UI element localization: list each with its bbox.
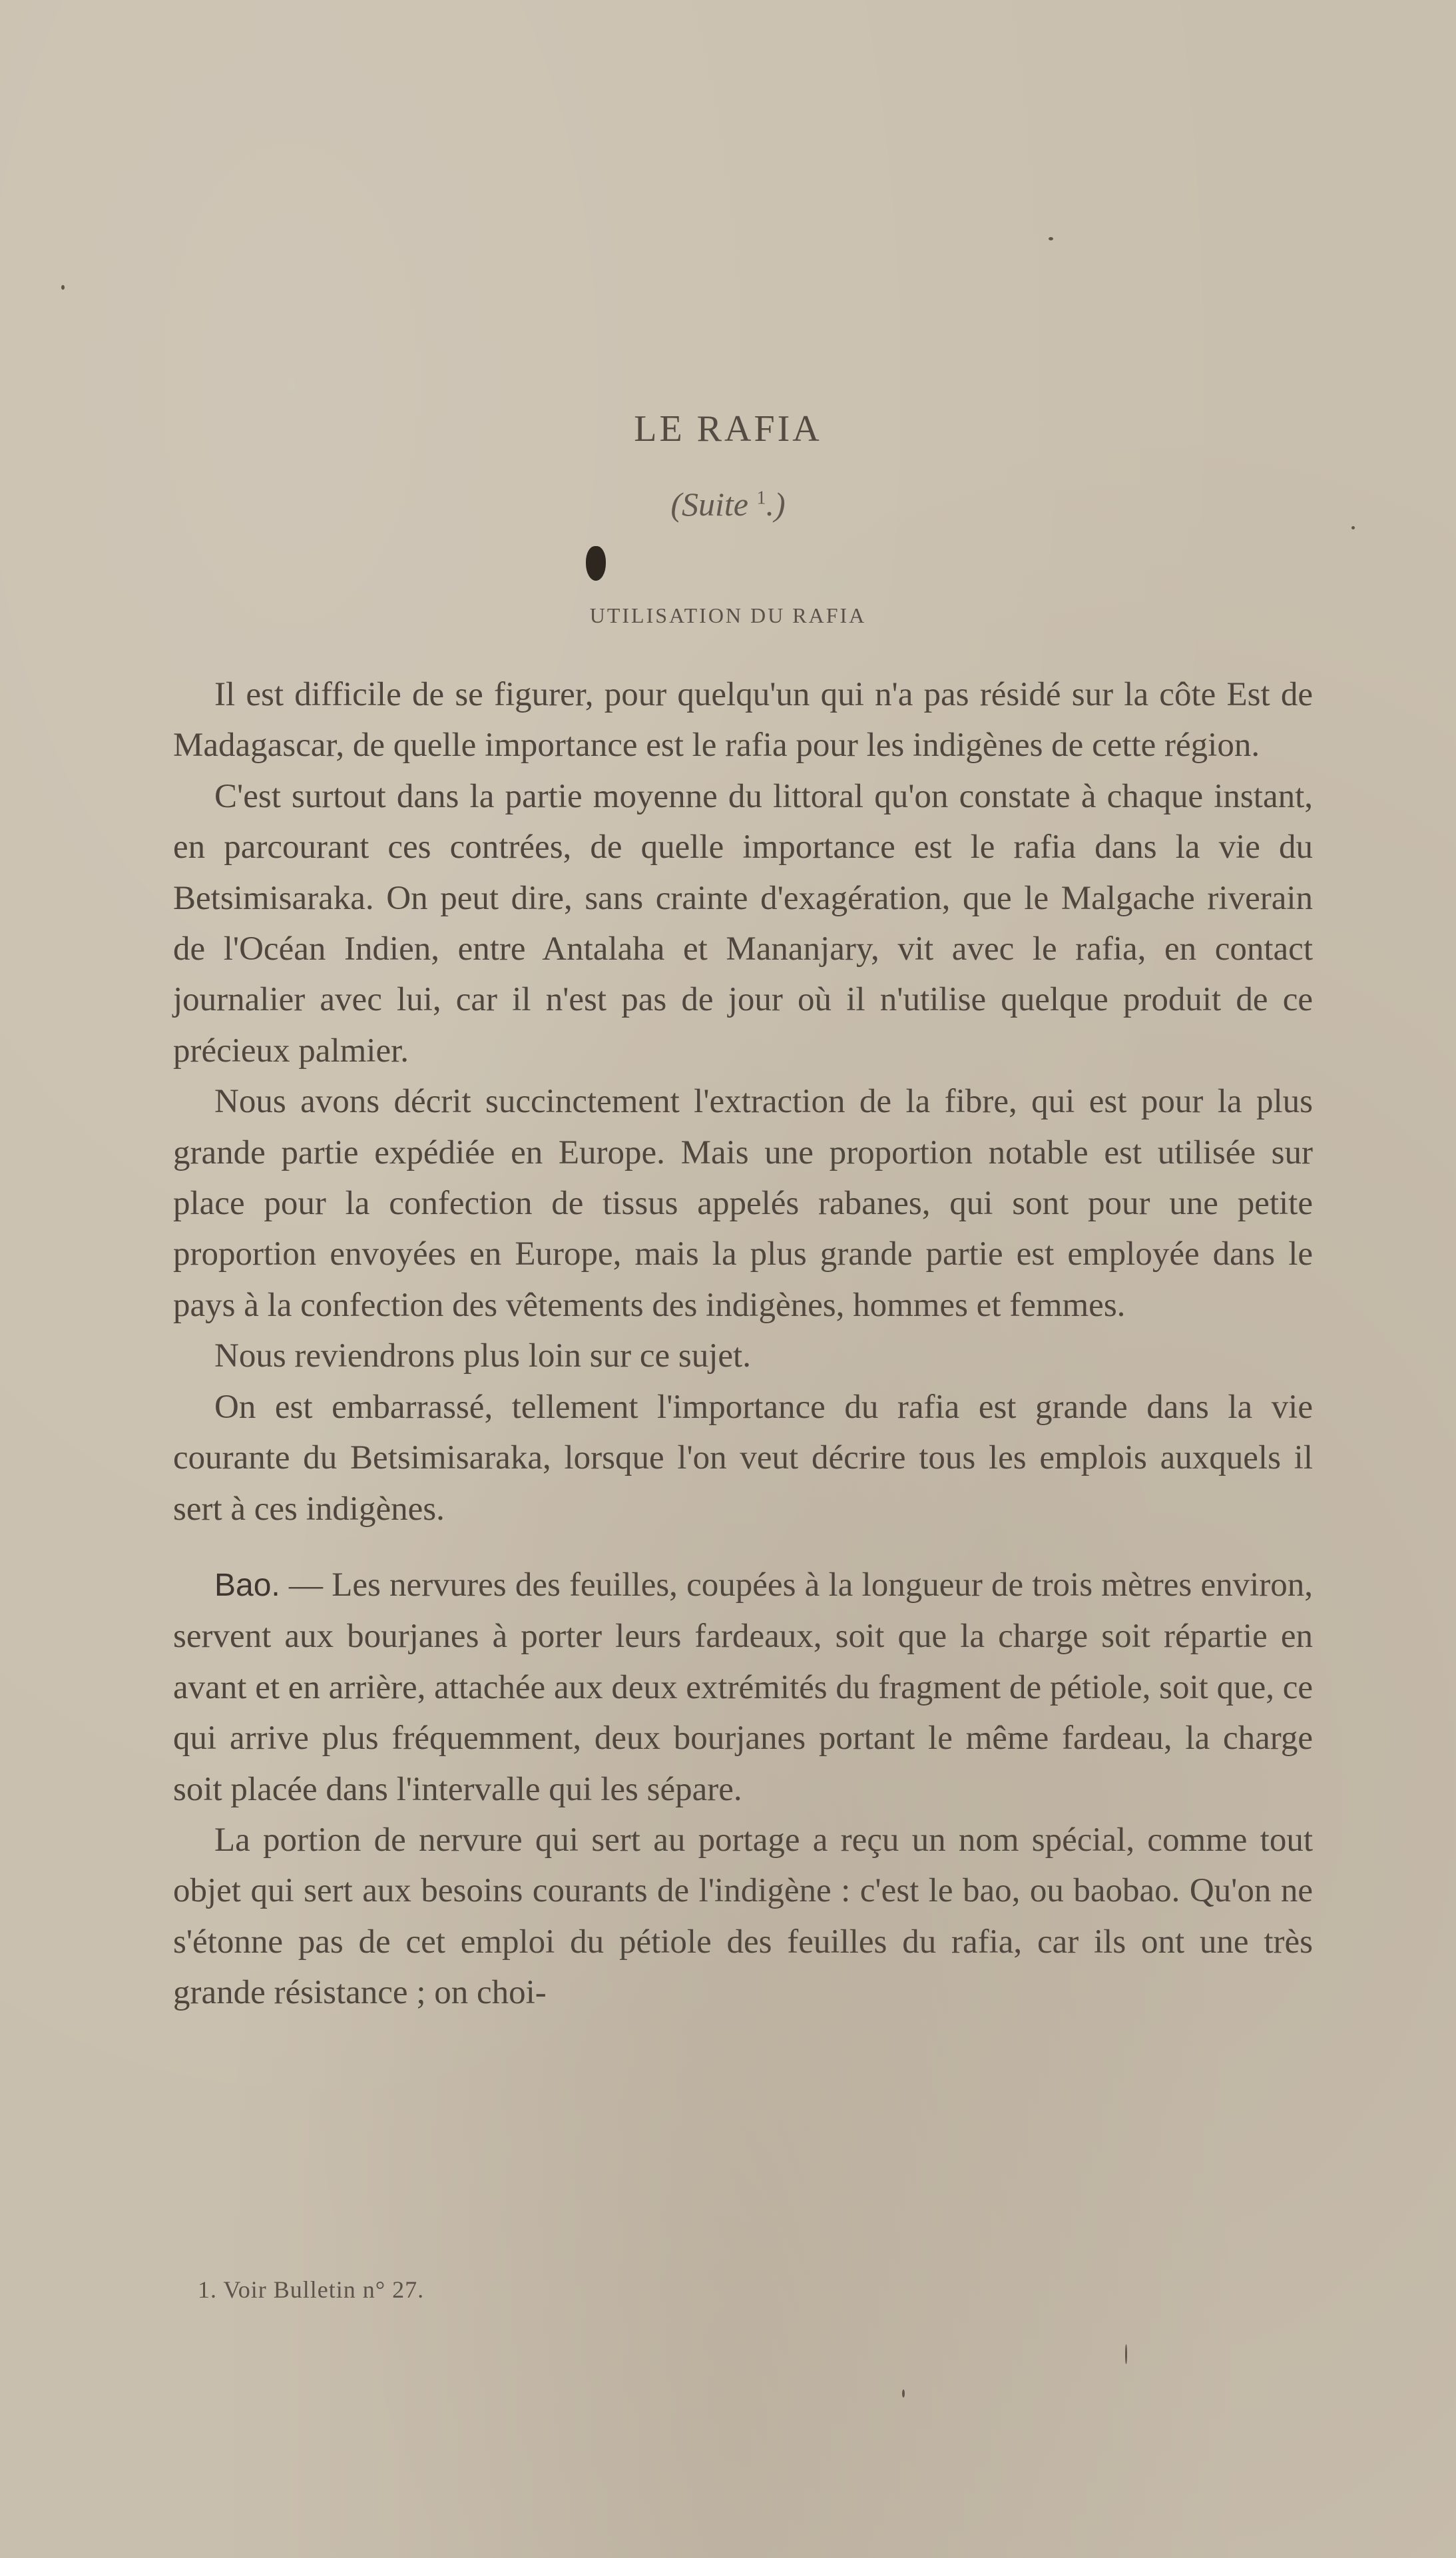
paper-speck bbox=[61, 285, 65, 290]
paper-speck bbox=[902, 2390, 905, 2398]
paper-speck bbox=[1049, 237, 1053, 240]
paragraph: C'est surtout dans la partie moyenne du littoral qu'on constate à chaque instant, en parcourant ces contrées, de quelle importance est le rafia dans la vie du Betsimisaraka. On peut dire, sans crainte d'exagération, que le Malgache riverain de l'Océan Indien, entre Antalaha et Mananjary, vit avec le rafia, en contact journalier avec lui, car il n'est pas de jour où il n'utilise quelque produit de ce précieux palmier. bbox=[173, 777, 1313, 1070]
paragraph: Il est difficile de se figurer, pour quelqu'un qui n'a pas résidé sur la côte Est de Madagascar, de quelle importance est le rafia pour les indigènes de cette région. bbox=[173, 676, 1313, 765]
body-text bbox=[173, 669, 1313, 2019]
bao-text: — Les nervures des feuilles, coupées à la longueur de trois mètres environ, servent aux bourjanes à porter leurs fardeaux, soit que la charge soit répartie en avant et en arrière, attachée aux deux extrémités du fragment de pétiole, soit que, ce qui arrive plus fréquemment, deux bourjanes portant le même fardeau, la charge soit placée dans l'intervalle qui les sépare. bbox=[173, 1566, 1313, 1808]
paragraph: Nous reviendrons plus loin sur ce sujet. bbox=[214, 1337, 751, 1375]
subtitle-text: (Suite bbox=[670, 485, 748, 523]
footnote: 1. Voir Bulletin n° 27. bbox=[198, 2276, 425, 2303]
paper-speck bbox=[1125, 2344, 1127, 2364]
bao-lead-term: Bao. bbox=[214, 1567, 280, 1603]
subtitle-close: .) bbox=[766, 485, 786, 523]
article-subtitle bbox=[0, 485, 1456, 523]
paper-speck bbox=[1351, 526, 1355, 529]
paragraph: Nous avons décrit succinctement l'extraction de la fibre, qui est pour la plus grande partie expédiée en Europe. Mais une proportion notable est utilisée sur place pour la confection de tissus appelés rabanes, qui sont pour une petite proportion envoyées en Europe, mais la plus grande partie est employée dans le pays à la confection des vêtements des indigènes, hommes et femmes. bbox=[173, 1083, 1313, 1324]
paragraph: On est embarrassé, tellement l'importance du rafia est grande dans la vie courante du Betsimisaraka, lorsque l'on veut décrire tous les emplois auxquels il sert à ces indigènes. bbox=[173, 1388, 1313, 1528]
section-heading: UTILISATION DU RAFIA bbox=[589, 603, 867, 627]
ink-blot-mark bbox=[586, 546, 606, 581]
footnote-reference: 1 bbox=[756, 487, 766, 509]
paragraph: La portion de nervure qui sert au portage a reçu un nom spécial, comme tout objet qui sert aux besoins courants de l'indigène : c'est le bao, ou baobao. Qu'on ne s'étonne pas de cet emploi du pétiole des feuilles du rafia, car ils ont une très grande résistance ; on choi- bbox=[173, 1821, 1313, 2012]
article-title: LE RAFIA bbox=[634, 408, 822, 450]
paragraph-bao bbox=[173, 1560, 1313, 1815]
